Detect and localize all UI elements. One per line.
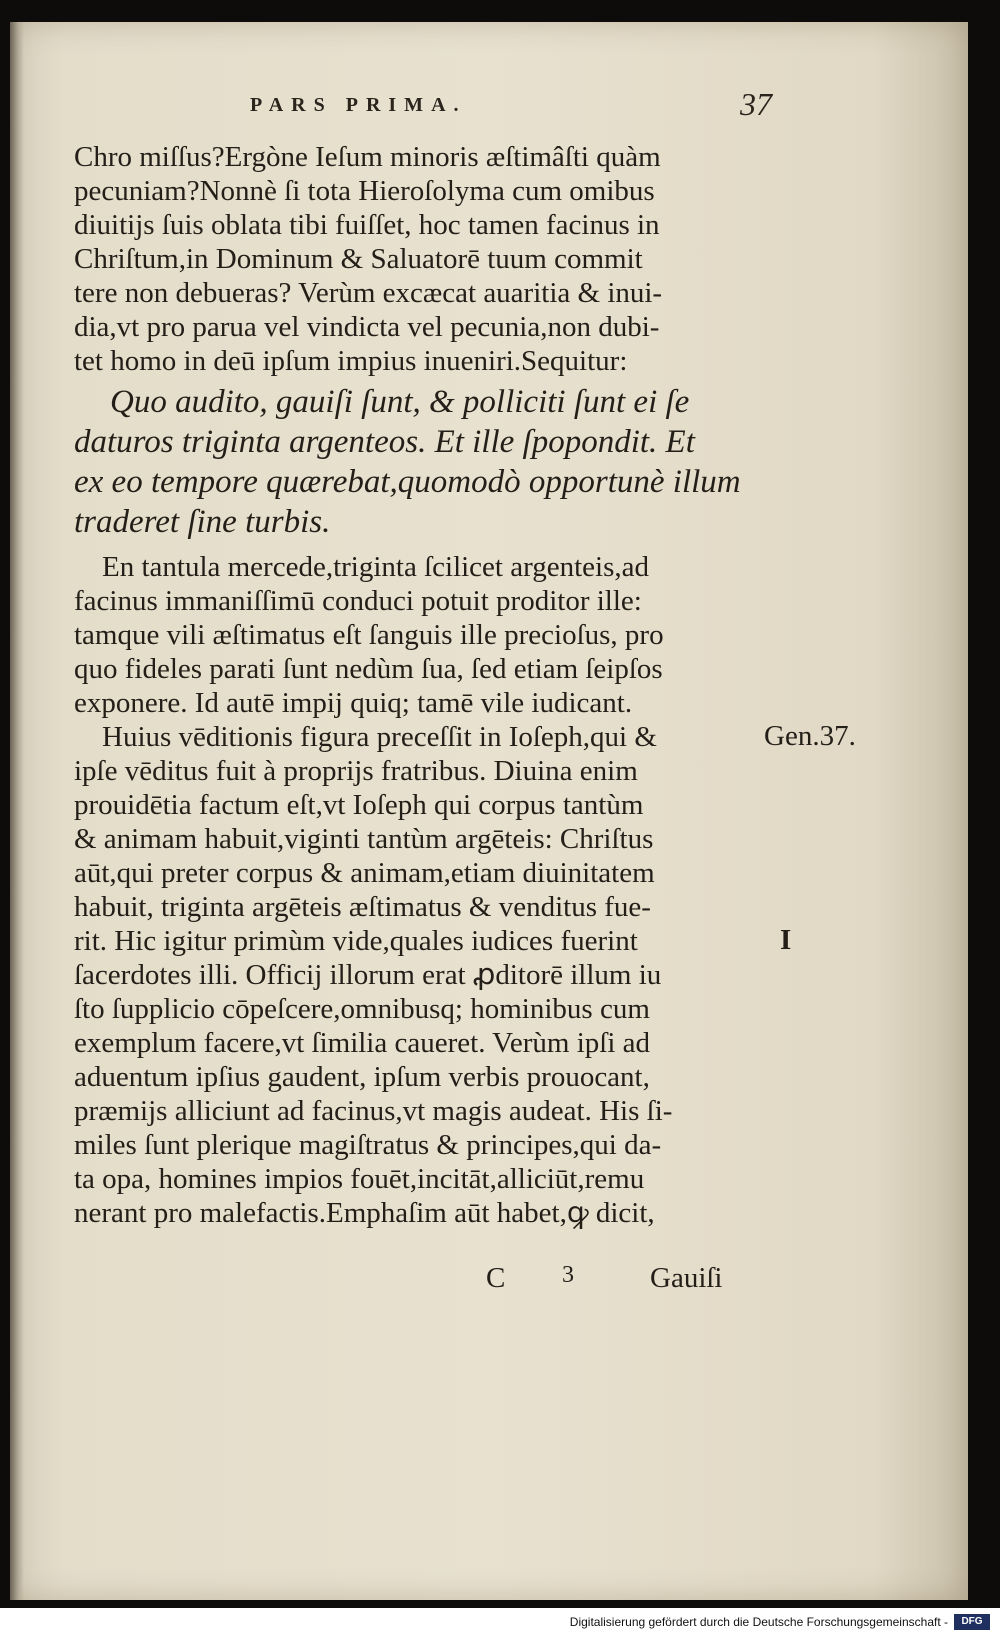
text-line: exponere. Id autē impij quiq; tamē vile iudicant. [74,687,633,719]
signature-number: 3 [562,1262,574,1288]
text-line: aduentum ipſius gaudent, ipſum verbis prouocant, [74,1061,650,1093]
catchword: Gauiſi [650,1262,723,1294]
text-line: habuit, triginta argēteis æſtimatus & venditus fue- [74,891,651,923]
text-line: Huius vēditionis figura preceſſit in Ioſeph,qui & [102,721,657,753]
signature-mark: C [486,1262,506,1294]
text-line: pecuniam?Nonnè ſi tota Hieroſolyma cum omibus [74,175,655,207]
text-line: ta opa, homines impios fouēt,incitāt,alliciūt,remu [74,1163,645,1195]
text-line: prouidētia factum eſt,vt Ioſeph qui corpus tantùm [74,789,644,821]
funding-credit: Digitalisierung gefördert durch die Deutsche Forschungsgemeinschaft - [569,1615,948,1629]
text-line: ſto ſupplicio cōpeſcere,omnibusq; hominibus cum [74,993,650,1025]
text-line: Chriſtum,in Dominum & Saluatorē tuum commit [74,243,643,275]
text-line: quo fideles parati ſunt nedùm ſua, ſed etiam ſeipſos [74,653,663,685]
text-line: dia,vt pro parua vel vindicta vel pecunia,non dubi- [74,311,660,343]
text-line: aūt,qui preter corpus & animam,etiam diuinitatem [74,857,655,889]
scripture-quote-line: ex eo tempore quærebat,quomodò opportunè illum [74,464,741,500]
text-line: ſacerdotes illi. Officij illorum erat ꝓditorē illum iu [74,959,662,991]
page-gutter-shadow [10,22,24,1600]
text-line: tamque vili æſtimatus eſt ſanguis ille precioſus, pro [74,619,664,651]
text-line: tet homo in deū ipſum impius inueniri.Sequitur: [74,345,628,377]
running-title: PARS PRIMA. [250,94,467,116]
scripture-quote-line: Quo audito, gauiſi ſunt, & polliciti ſunt ei ſe [110,384,690,420]
dfg-logo: DFG [954,1614,990,1630]
marginal-mark: I [780,924,792,956]
text-line: rit. Hic igitur primùm vide,quales iudices fuerint [74,925,638,957]
text-line: ipſe vēditus fuit à proprijs fratribus. Diuina enim [74,755,638,787]
text-line: facinus immaniſſimū conduci potuit proditor ille: [74,585,642,617]
book-page [10,22,968,1600]
marginal-reference: Gen.37. [764,720,856,752]
text-line: præmijs alliciunt ad facinus,vt magis audeat. His ſi- [74,1095,673,1127]
text-line: nerant pro malefactis.Emphaſim aūt habet,ꝙ dicit, [74,1197,655,1229]
text-line: exemplum facere,vt ſimilia caueret. Verùm ipſi ad [74,1027,651,1059]
text-line: Chro miſſus?Ergòne Ieſum minoris æſtimâſti quàm [74,141,661,173]
digitization-footer [0,1608,1000,1637]
text-line: diuitijs ſuis oblata tibi fuiſſet, hoc tamen facinus in [74,209,660,241]
text-line: & animam habuit,viginti tantùm argēteis: Chriſtus [74,823,654,855]
scripture-quote-line: traderet ſine turbis. [74,504,331,540]
text-line: tere non debueras? Verùm excæcat auaritia & inui- [74,277,663,309]
page-number: 37 [740,86,772,122]
text-line: En tantula mercede,triginta ſcilicet argenteis,ad [102,551,650,583]
scripture-quote-line: daturos triginta argenteos. Et ille ſpopondit. Et [74,424,695,460]
text-line: miles ſunt plerique magiſtratus & principes,qui da- [74,1129,662,1161]
